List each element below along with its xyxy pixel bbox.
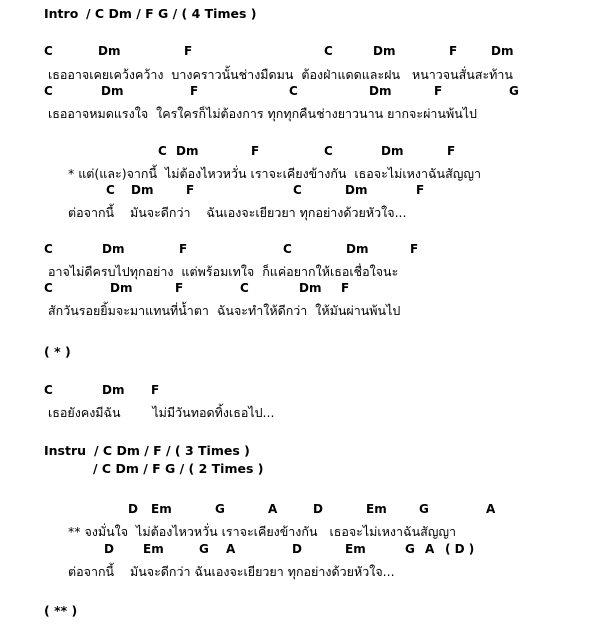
chord: Em [366,502,387,516]
lyric: * แต่(และ)จากนี้ ไม่ต้องไหวหวั่น เราจะเคียงข้างกัน เธอจะไม่เหงาฉันสัญญา [68,166,482,181]
repeat-marker-1 [0,344,600,364]
verse2-lyric-line-a [0,262,600,282]
chord: F [449,44,458,58]
chord: Dm [346,242,369,256]
chorus2-lyric-line-a [0,522,600,542]
chord: C [44,383,53,397]
chord: C [283,242,292,256]
lyric: เธออาจเคยเคว้งคว้าง บางคราวนั้นช่างมืดมน ต้องฝ่าแดดและฝน หนาวจนสั่นสะท้าน [48,67,513,82]
chord: G [215,502,225,516]
chord: Dm [102,242,125,256]
chord: Dm [110,281,133,295]
lyric: สักวันรอยยิ้มจะมาแทนที่น้ำตา ฉันจะทำให้ดีกว่า ให้มันผ่านพ้นไป [48,303,401,318]
chord: F [251,144,260,158]
chord: F [410,242,419,256]
chord: Dm [131,183,154,197]
chord: Dm [102,383,125,397]
lyric: ต่อจากนี้ มันจะดีกว่า ฉันเองจะเยียวยา ทุกอย่างด้วยหัวใจ... [68,205,407,220]
lyric: ต่อจากนี้ มันจะดีกว่า ฉันเองจะเยียวยา ทุกอย่างด้วยหัวใจ... [68,564,395,579]
chord: C [293,183,302,197]
chorus2-chord-line-b [0,542,600,562]
chord: A [486,502,496,516]
chorus2-chord-line-a [0,502,600,522]
instru-label: Instru [44,443,87,458]
chord: D [313,502,323,516]
lyric: ** จงมั่นใจ ไม่ต้องไหวหวั่น เราจะเคียงข้างกัน เธอจะไม่เหงาฉันสัญญา [68,524,457,539]
repeat-marker-2 [0,603,600,623]
repeat-label: ( ** ) [44,603,78,618]
chord: G [509,84,519,98]
chord: G [419,502,429,516]
intro-label: Intro [44,6,79,21]
chord: G [199,542,209,556]
chord: Em [143,542,164,556]
chord: Dm [381,144,404,158]
chord: F [447,144,456,158]
chord: F [179,242,188,256]
chord: A [268,502,278,516]
chord: F [190,84,199,98]
bridge-chord-line [0,383,600,403]
lyric: เธอยังคงมีฉัน ไม่มีวันทอดทิ้งเธอไป... [48,405,275,420]
chord: D [104,542,114,556]
chord: F [186,183,195,197]
chord: Em [345,542,366,556]
verse2-lyric-line-b [0,301,600,321]
chord: Dm [299,281,322,295]
chord: G [405,542,415,556]
chord: F [184,44,193,58]
chorus2-lyric-line-b [0,562,600,582]
chord: Dm [176,144,199,158]
chord: C [44,44,53,58]
chorus1-chord-line-b [0,183,600,203]
intro-line [0,6,600,26]
intro-chords: / C Dm / F G / ( 4 Times ) [86,6,257,21]
chord: D [292,542,302,556]
chord: F [341,281,350,295]
chord: C [324,44,333,58]
instru-chords-2: / C Dm / F G / ( 2 Times ) [93,461,264,476]
chorus1-lyric-line-a [0,164,600,184]
repeat-label: ( * ) [44,344,71,359]
chord: C [44,281,53,295]
chord: D [128,502,138,516]
verse1-lyric-line-b [0,104,600,124]
chord: C [44,242,53,256]
chord: Dm [369,84,392,98]
chord: F [151,383,160,397]
chord: ( D ) [445,542,475,556]
chord: Dm [101,84,124,98]
verse1-lyric-line-a [0,65,600,85]
chord: C [44,84,53,98]
verse1-chord-line-b [0,84,600,104]
chord: F [434,84,443,98]
chord: Dm [98,44,121,58]
lyric: เธออาจหมดแรงใจ ใครใครก็ไม่ต้องการ ทุกทุกคืนช่างยาวนาน ยากจะผ่านพ้นไป [48,106,477,121]
chord: C [240,281,249,295]
lyric: อาจไม่ดีครบไปทุกอย่าง แต่พร้อมเทใจ ก็แค่อยากให้เธอเชื่อใจนะ [48,264,399,279]
chord: Em [151,502,172,516]
chord: A [226,542,236,556]
chord: F [175,281,184,295]
chord: C [158,144,167,158]
chord: C [289,84,298,98]
chord: F [416,183,425,197]
chord: Dm [491,44,514,58]
instru-line-1 [0,443,600,463]
instru-chords-1: / C Dm / F / ( 3 Times ) [94,443,250,458]
verse1-chord-line-a [0,44,600,64]
verse2-chord-line-b [0,281,600,301]
chord: A [425,542,435,556]
chord: Dm [345,183,368,197]
chord: C [106,183,115,197]
chord: C [324,144,333,158]
instru-line-2 [0,461,600,481]
verse2-chord-line-a [0,242,600,262]
chord: Dm [373,44,396,58]
chorus1-chord-line-a [0,144,600,164]
bridge-lyric-line [0,403,600,423]
chorus1-lyric-line-b [0,203,600,223]
